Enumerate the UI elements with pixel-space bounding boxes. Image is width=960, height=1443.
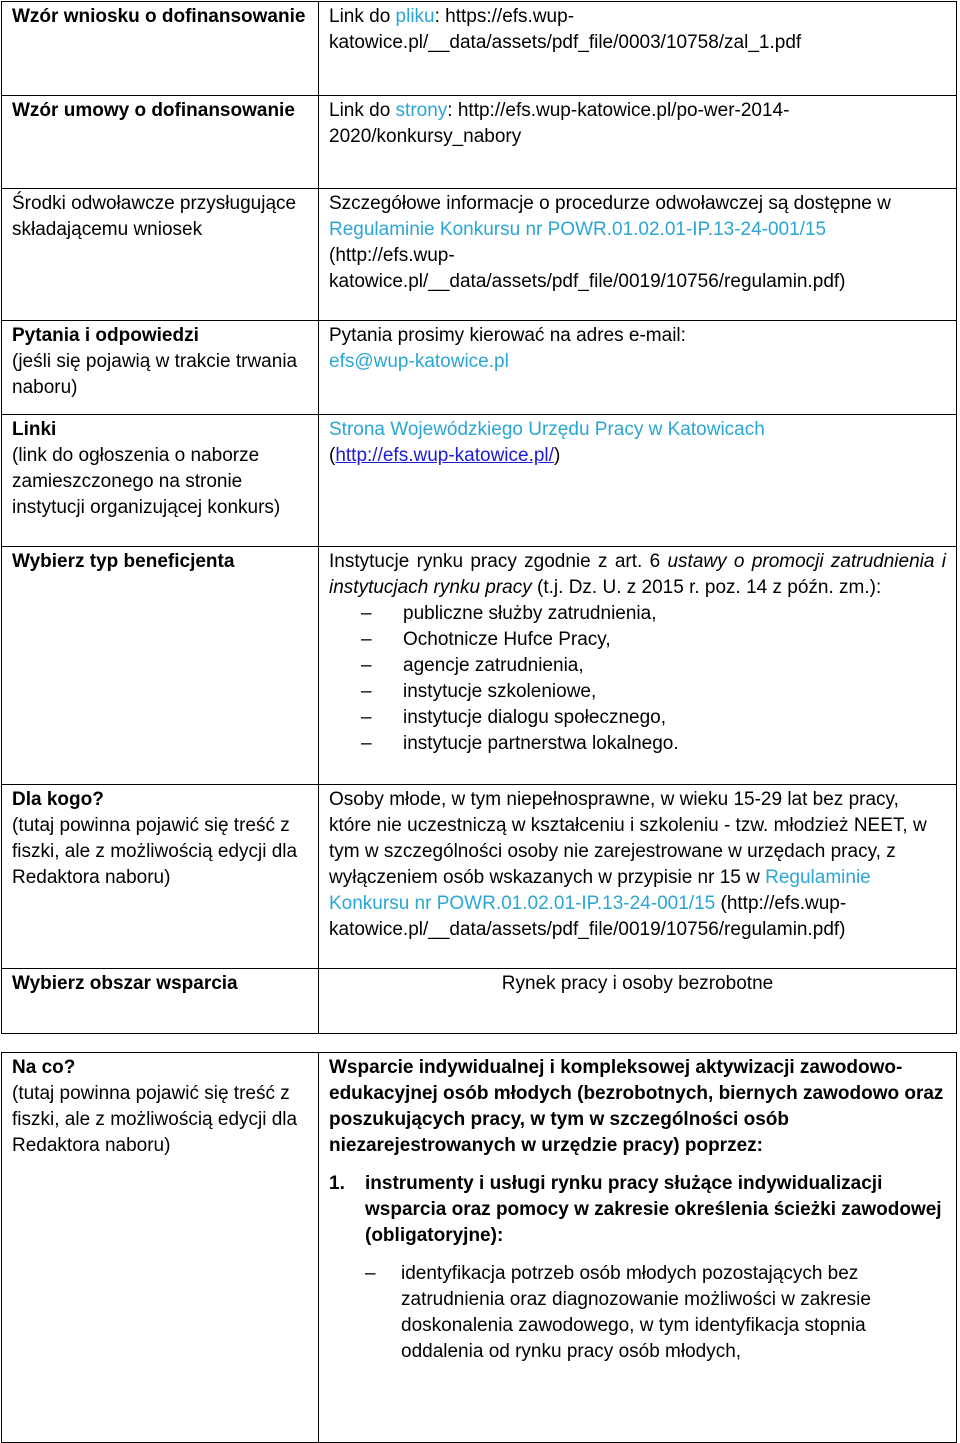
list-item: – instytucje dialogu społecznego, [361,705,946,731]
beneficiary-info: Instytucje rynku pracy zgodnie z art. 6 ustawy o promocji zatrudnienia i instytucjach rynku pracy (t.j. Dz. U. z 2015 r. poz. 14 z późn. zm.): – publiczne służby zatrudnienia, – Ochotnicze Hufce Pracy, – agencje zatrudnienia, – instytucje szkoleniowe, – instytucje dialogu społecznego, – instytucje partnerstwa lokalnego. [319,547,957,785]
label-support-area: Wybierz obszar wsparcia [2,969,319,1034]
numbered-item: 1. instrumenty i usługi rynku pracy służące indywidualizacji wsparcia oraz pomocy w zakresie określenia ścieżki zawodowej (obligatoryjne): [329,1173,942,1246]
label-links: Linki (link do ogłoszenia o naborze zamieszczonego na stronie instytucji organizującej konkurs) [2,415,319,547]
appeal-info: Szczegółowe informacje o procedurze odwoławczej są dostępne w Regulaminie Konkursu nr POWR.01.02.01-IP.13-24-001/15 (http://efs.wup-katowice.pl/__data/assets/pdf_file/0019/10756/regulamin.pdf) [319,189,957,321]
row-purpose [2,1053,957,1443]
row-beneficiary [2,547,957,785]
row-links [2,415,957,547]
label-qa: Pytania i odpowiedzi (jeśli się pojawią w trakcie trwania naboru) [2,321,319,415]
row-agreement-template [2,96,957,189]
regulations-link[interactable]: Regulaminie Konkursu nr POWR.01.02.01-IP.13-24-001/15 [329,219,827,240]
list-item: – Ochotnicze Hufce Pracy, [361,627,946,653]
purpose-info: Wsparcie indywidualnej i kompleksowej aktywizacji zawodowo-edukacyjnej osób młodych (bezrobotnych, biernych zawodowo oraz poszukujących pracy, w tym w szczególności osób niezarejestrowanych w urzędzie pracy) poprzez: 1. instrumenty i usługi rynku pracy służące indywidualizacji wsparcia oraz pomocy w zakresie określenia ścieżki zawodowej (obligatoryjne): – identyfikacja potrzeb osób młodych pozostających bez zatrudnienia oraz diagnozowanie możliwości w zakresie doskonalenia zawodowego, w tym identyfikacja stopnia oddalenia od rynku pracy osób młodych, [319,1053,957,1443]
file-link[interactable]: pliku [395,6,435,27]
label-target-group: Dla kogo? (tutaj powinna pojawić się treść z fiszki, ale z możliwością edycji dla Redaktora naboru) [2,785,319,969]
page-link[interactable]: strony [395,100,448,121]
row-qa [2,321,957,415]
label-agreement-template: Wzór umowy o dofinansowanie [2,96,319,189]
support-area-value: Rynek pracy i osoby bezrobotne [319,969,957,1034]
row-appeal [2,189,957,321]
label-application-template: Wzór wniosku o dofinansowanie [2,2,319,96]
list-item: – instytucje szkoleniowe, [361,679,946,705]
info-table [1,1,957,1034]
wup-link[interactable]: Strona Wojewódzkiego Urzędu Pracy w Katowicach [329,419,765,440]
agreement-template-link: Link do strony: http://efs.wup-katowice.pl/po-wer-2014-2020/konkursy_nabory [319,96,957,189]
application-template-link: Link do pliku: https://efs.wup-katowice.pl/__data/assets/pdf_file/0003/10758/zal_1.pdf [319,2,957,96]
label-appeal: Środki odwoławcze przysługujące składającemu wniosek [2,189,319,321]
label-purpose: Na co? (tutaj powinna pojawić się treść z fiszki, ale z możliwością edycji dla Redaktora naboru) [2,1053,319,1443]
info-table-continued [1,1052,957,1443]
row-target-group [2,785,957,969]
links-info: Strona Wojewódzkiego Urzędu Pracy w Katowicach (http://efs.wup-katowice.pl/) [319,415,957,547]
row-application-template [2,2,957,96]
list-item: – agencje zatrudnienia, [361,653,946,679]
sub-list [329,1261,946,1365]
qa-info: Pytania prosimy kierować na adres e-mail: efs@wup-katowice.pl [319,321,957,415]
list-item: – publiczne służby zatrudnienia, [361,601,946,627]
wup-url[interactable]: http://efs.wup-katowice.pl/ [335,445,554,466]
list-item: – instytucje partnerstwa lokalnego. [361,731,946,757]
beneficiary-list [329,601,946,757]
regulations-link[interactable]: Regulaminie Konkursu nr POWR.01.02.01-IP.13-24-001/15 [329,867,871,914]
label-beneficiary: Wybierz typ beneficjenta [2,547,319,785]
row-support-area [2,969,957,1034]
email-link[interactable]: efs@wup-katowice.pl [329,351,509,372]
target-group-info: Osoby młode, w tym niepełnosprawne, w wieku 15-29 lat bez pracy, które nie uczestniczą w kształceniu i szkoleniu - tzw. młodzież NEET, w tym w szczególności osoby nie zarejestrowane w urzędach pracy, z wyłączeniem osób wskazanych w przypisie nr 15 w Regulaminie Konkursu nr POWR.01.02.01-IP.13-24-001/15 (http://efs.wup-katowice.pl/__data/assets/pdf_file/0019/10756/regulamin.pdf) [319,785,957,969]
list-item: – identyfikacja potrzeb osób młodych pozostających bez zatrudnienia oraz diagnozowanie możliwości w zakresie doskonalenia zawodowego, w tym identyfikacja stopnia oddalenia od rynku pracy osób młodych, [365,1261,946,1365]
